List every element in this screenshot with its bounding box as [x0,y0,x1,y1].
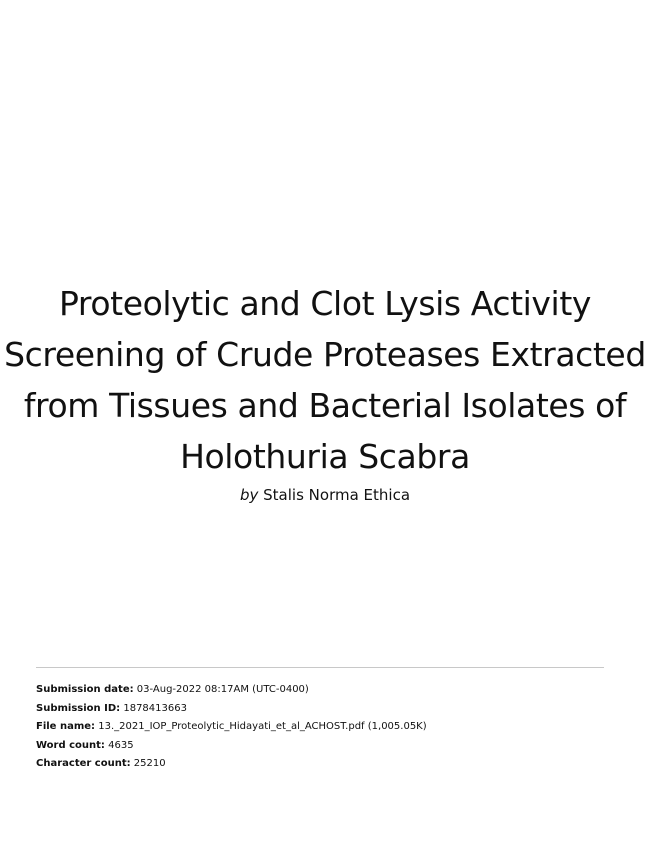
file-name-row [36,718,616,737]
submission-date-row [36,681,616,700]
word-count-row [36,737,616,756]
character-count-label: Character count: [36,758,131,769]
byline-prefix: by [239,486,259,504]
title-block [0,278,650,506]
character-count-row [36,755,616,774]
submission-info [36,681,616,774]
document-title: Proteolytic and Clot Lysis Activity Screening of Crude Proteases Extracted from Tissues and Bacterial Isolates of Holothuria Scabra [4,284,646,476]
word-count-value: 4635 [108,739,134,751]
file-name-label: File name: [36,721,96,732]
word-count-label: Word count: [36,739,105,751]
submission-id-label: Submission ID: [36,702,121,714]
divider [36,667,604,668]
submission-id-row [36,700,616,719]
author-name: Stalis Norma Ethica [263,486,411,504]
submission-date-label: Submission date: [36,684,134,695]
byline [0,484,650,506]
file-name-value: 13._2021_IOP_Proteolytic_Hidayati_et_al_ACHOST.pdf (1,005.05K) [98,721,427,732]
submission-id-value: 1878413663 [123,702,187,714]
character-count-value: 25210 [133,758,166,769]
submission-date-value: 03-Aug-2022 08:17AM (UTC-0400) [136,684,309,695]
